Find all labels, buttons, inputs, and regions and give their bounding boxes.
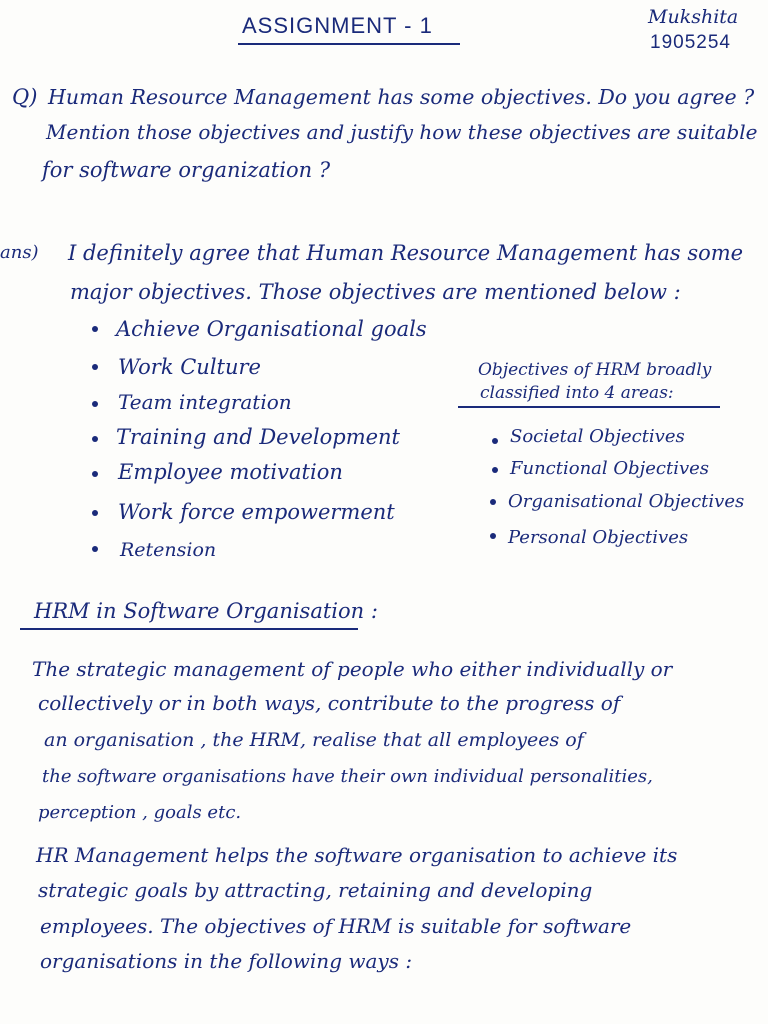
objective-item: Training and Development — [116, 425, 400, 449]
bullet-icon — [92, 436, 98, 442]
areas-underline — [458, 406, 720, 408]
areas-heading-line: Objectives of HRM broadly — [478, 360, 712, 380]
area-item: Societal Objectives — [510, 426, 685, 447]
paragraph-line: The strategic management of people who either individually or — [32, 657, 673, 681]
objective-item: Work Culture — [118, 355, 261, 379]
bullet-icon — [92, 364, 98, 370]
bullet-icon — [92, 471, 98, 477]
paragraph-line: organisations in the following ways : — [40, 949, 413, 973]
question-label: Q) — [12, 85, 38, 109]
bullet-icon — [492, 438, 498, 444]
area-item: Organisational Objectives — [508, 491, 745, 512]
bullet-icon — [490, 533, 496, 539]
bullet-icon — [92, 546, 98, 552]
bullet-icon — [92, 326, 98, 332]
area-item: Functional Objectives — [510, 458, 710, 479]
answer-line: major objectives. Those objectives are mentioned below : — [70, 280, 681, 304]
bullet-icon — [492, 467, 498, 473]
bullet-icon — [92, 510, 98, 516]
paragraph-line: the software organisations have their own individual personalities, — [42, 766, 653, 787]
assignment-title: ASSIGNMENT - 1 — [242, 13, 433, 38]
objective-item: Achieve Organisational goals — [116, 317, 427, 341]
question-line: for software organization ? — [42, 158, 331, 182]
objective-item: Work force empowerment — [118, 500, 395, 524]
question-line: Human Resource Management has some objectives. Do you agree ? — [48, 85, 755, 109]
paragraph-line: employees. The objectives of HRM is suitable for software — [40, 914, 632, 938]
paragraph-line: an organisation , the HRM, realise that all employees of — [44, 729, 584, 751]
title-underline — [238, 43, 460, 45]
objective-item: Employee motivation — [118, 460, 343, 484]
objective-item: Team integration — [118, 390, 292, 414]
question-line: Mention those objectives and justify how these objectives are suitable — [46, 120, 758, 144]
areas-heading-line: classified into 4 areas: — [480, 383, 674, 403]
paragraph-line: collectively or in both ways, contribute to the progress of — [38, 691, 621, 715]
answer-label: ans) — [0, 242, 39, 263]
student-roll: 1905254 — [650, 32, 731, 53]
student-name: Mukshita — [648, 6, 739, 28]
section-heading: HRM in Software Organisation : — [34, 599, 378, 623]
objective-item: Retension — [120, 539, 217, 561]
bullet-icon — [490, 499, 496, 505]
area-item: Personal Objectives — [508, 527, 689, 548]
section-underline — [20, 628, 358, 630]
paragraph-line: strategic goals by attracting, retaining and developing — [38, 878, 593, 902]
answer-line: I definitely agree that Human Resource Management has some — [68, 241, 744, 265]
bullet-icon — [92, 401, 98, 407]
paragraph-line: perception , goals etc. — [38, 802, 242, 823]
paragraph-line: HR Management helps the software organisation to achieve its — [36, 843, 678, 867]
